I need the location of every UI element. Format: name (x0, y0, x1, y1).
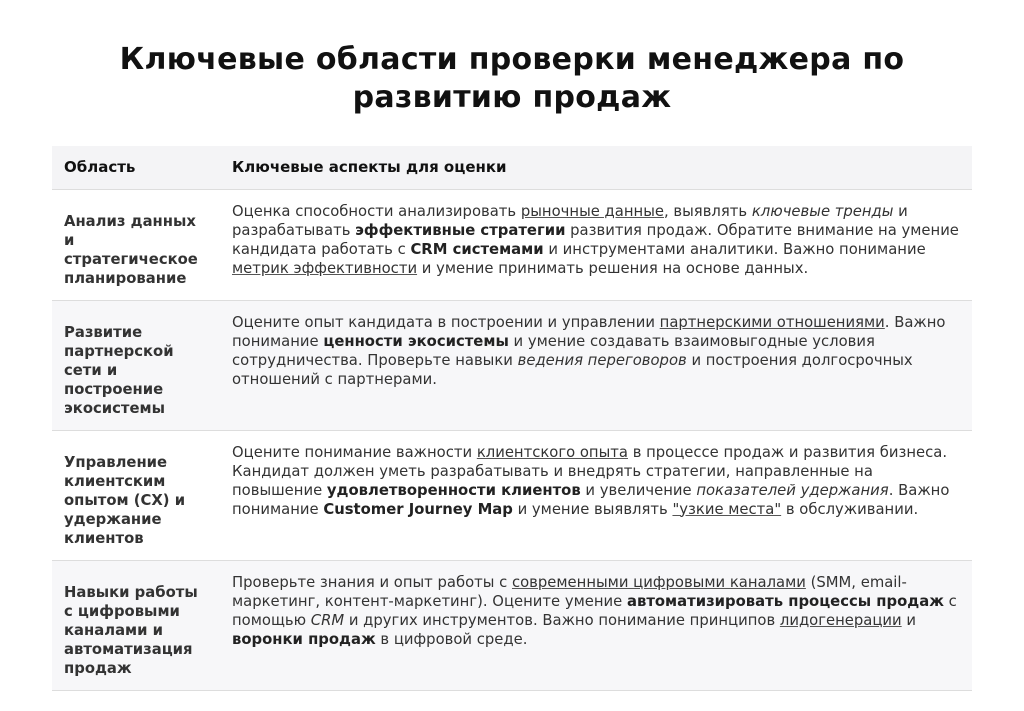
bold-term: ценности экосистемы (323, 332, 509, 350)
bold-term: эффективные стратегии (355, 221, 566, 239)
description-text: и построения долгосрочных отношений с партнерами. (232, 351, 913, 388)
underlined-term: партнерскими отношениями (659, 313, 885, 331)
description-text: и умение выявлять (512, 500, 673, 518)
header-aspects: Ключевые аспекты для оценки (220, 146, 972, 189)
table-row (52, 560, 972, 690)
description-text: Проверьте знания и опыт работы с (232, 573, 512, 591)
underlined-term: "узкие места" (672, 500, 782, 518)
description-text: развития продаж. Обратите внимание на умение кандидата работать с (232, 221, 959, 258)
description-text: в обслуживании. (781, 500, 919, 518)
table-row (52, 189, 972, 300)
description-text: Оцените опыт кандидата в построении и управлении (232, 313, 660, 331)
bold-term: удовлетворенности клиентов (326, 481, 581, 499)
page-title-line-1: Ключевые области проверки менеджера по (119, 42, 905, 77)
italic-term: ведения переговоров (517, 351, 687, 369)
description-text: и умение создавать взаимовыгодные условия сотрудничества. Проверьте навыки (232, 332, 875, 369)
italic-term: ключевые тренды (751, 202, 894, 220)
description-text: , выявлять (664, 202, 752, 220)
header-area: Область (52, 146, 220, 189)
description-text: в процессе продаж и развития бизнеса. Кандидат должен уметь разрабатывать и внедрять стратегии, направленные на повышение (232, 443, 948, 499)
description-cell (220, 560, 972, 690)
description-text: . Важно понимание (232, 481, 950, 518)
italic-term: показателей удержания (696, 481, 889, 499)
description-text: и (901, 611, 916, 629)
page-title (0, 0, 1024, 117)
description-cell (220, 430, 972, 560)
bold-term: автоматизировать процессы продаж (626, 592, 944, 610)
bold-term: воронки продаж (232, 630, 376, 648)
bold-term: CRM системами (410, 240, 544, 258)
description-text: с помощью (232, 592, 957, 629)
description-text: (SMM, email-маркетинг, контент-маркетинг). Оцените умение (232, 573, 907, 610)
table-row (52, 430, 972, 560)
page-title-line-2: развитию продаж (352, 80, 672, 115)
description-cell (220, 300, 972, 430)
area-cell: Анализ данных и стратегическое планирование (52, 189, 220, 300)
description-text: и разрабатывать (232, 202, 908, 239)
table-row (52, 300, 972, 430)
description-text: Оцените понимание важности (232, 443, 477, 461)
description-text: . Важно понимание (232, 313, 946, 350)
table-header-row (52, 146, 972, 189)
underlined-term: клиентского опыта (476, 443, 628, 461)
description-text: и других инструментов. Важно понимание принципов (344, 611, 780, 629)
description-text: Оценка способности анализировать (232, 202, 521, 220)
bold-term: Customer Journey Map (323, 500, 513, 518)
description-cell (220, 189, 972, 300)
description-text: и умение принимать решения на основе данных. (417, 259, 809, 277)
area-cell: Навыки работы с цифровыми каналами и автоматизация продаж (52, 560, 220, 690)
area-cell: Управление клиентским опытом (CX) и удержание клиентов (52, 430, 220, 560)
italic-term: CRM (310, 611, 345, 629)
area-cell: Развитие партнерской сети и построение экосистемы (52, 300, 220, 430)
description-text: в цифровой среде. (375, 630, 528, 648)
underlined-term: лидогенерации (779, 611, 902, 629)
underlined-term: метрик эффективности (232, 259, 418, 277)
underlined-term: современными цифровыми каналами (511, 573, 806, 591)
description-text: и увеличение (580, 481, 697, 499)
evaluation-table (52, 146, 972, 691)
description-text: и инструментами аналитики. Важно понимание (543, 240, 926, 258)
underlined-term: рыночные данные (520, 202, 664, 220)
